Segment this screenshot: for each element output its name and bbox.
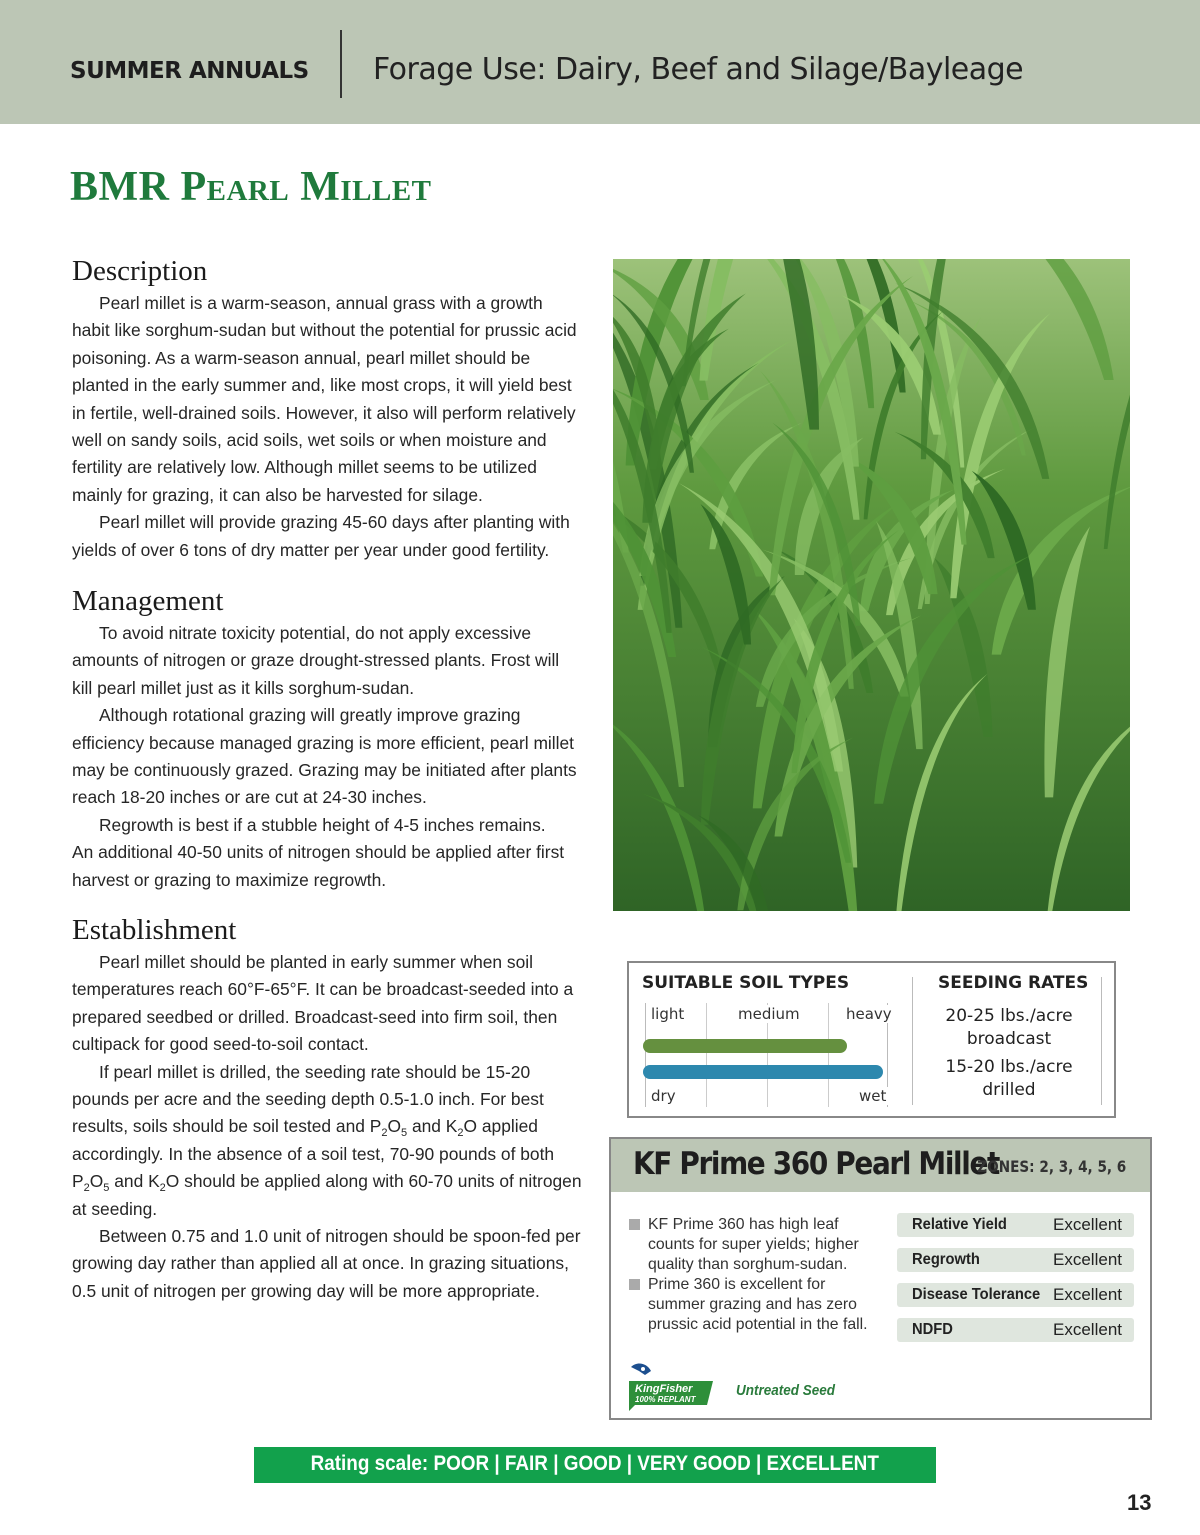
management-paragraph: Regrowth is best if a stubble height of 4-5 inches remains. [99,814,546,835]
soil-seeding-box [627,961,1116,1118]
box-divider [1101,977,1102,1105]
description-heading: Description [72,255,208,287]
rating-scale-bar [254,1447,936,1483]
soil-grid [645,1003,892,1107]
establishment-paragraph: Pearl millet should be planted in early summer when soil temperatures reach 60°F-65°F. It can be broadcast-seeded into a prepared seedbed or drilled. Broadcast-seed into firm soil, then cultipack for good seed-to-soil contact. [72,952,574,1055]
establishment-section [72,914,584,1305]
header-band [0,0,1200,124]
svg-text:KingFisher: KingFisher [635,1383,693,1395]
product-box [609,1137,1152,1420]
soil-heavy-label: heavy [846,1005,892,1023]
kingfisher-logo-icon [625,1361,715,1411]
management-section [72,585,584,894]
seeding-rates-heading: SEEDING RATES [938,973,1089,993]
untreated-seed-label: Untreated Seed [736,1382,836,1399]
drilled-rate: 15-20 lbs./acre drilled [945,1057,1073,1100]
rating-scale-text: Rating scale: POOR | FAIR | GOOD | VERY GOOD | EXCELLENT [310,1452,880,1475]
description-paragraph: Pearl millet is a warm-season, annual grass with a growth habit like sorghum-sudan but without the potential for prussic acid poisoning. As a warm-season annual, pearl millet should be planted in the early summer and, like most crops, it will yield best in fertile, well-drained soils. However, it also will perform relatively well on sandy soils, acid soils, wet soils or when moisture and fertility are relatively low. Although millet seems to be utilized mainly for grazing, it can also be harvested for silage. [72,293,577,505]
soil-texture-bar [643,1039,847,1053]
rating-row: NDFD Excellent [897,1318,1134,1342]
bullet-square-icon [629,1219,640,1230]
section-label: SUMMER ANNUALS [70,58,309,84]
rating-row: Relative Yield Excellent [897,1213,1134,1237]
product-header [611,1139,1150,1192]
box-divider [912,977,913,1105]
establishment-paragraph: Between 0.75 and 1.0 unit of nitrogen should be spoon-fed per growing day rather than applied all at once. In grazing situations, 0.5 unit of nitrogen per growing day will be more appropriate. [72,1226,581,1301]
soil-medium-label: medium [738,1005,800,1023]
pearl-millet-photo [613,259,1130,911]
header-divider [340,30,342,98]
grid-line [828,1003,829,1107]
description-paragraph: Pearl millet will provide grazing 45-60 days after planting with yields of over 6 tons of dry matter per year under good fertility. [72,512,570,560]
list-item: KF Prime 360 has high leaf counts for super yields; higher quality than sorghum-sudan. [629,1215,879,1275]
page-number: 13 [1127,1490,1152,1515]
product-bullets [629,1215,879,1335]
page-title: BMR Pearl Millet [70,164,432,210]
svg-text:100% REPLANT: 100% REPLANT [635,1395,696,1404]
product-zones: ZONES: 2, 3, 4, 5, 6 [977,1157,1126,1176]
description-section [72,255,584,564]
management-paragraph: Although rotational grazing will greatly improve grazing efficiency because managed grazing is more efficient, pearl millet may be continuously grazed. Grazing may be initiated after plants reach 18-20 inches or are cut at 24-30 inches. [72,705,577,808]
establishment-heading: Establishment [72,914,237,946]
product-name: KF Prime 360 Pearl Millet [633,1146,1000,1182]
forage-use: Forage Use: Dairy, Beef and Silage/Bayleage [373,52,1024,87]
soil-moisture-bar [643,1065,883,1079]
management-heading: Management [72,585,224,617]
establishment-paragraph: If pearl millet is drilled, the seeding rate should be 15-20 pounds per acre and the seeding depth 0.5-1.0 inch. For best results, soils should be soil tested and $P_2O_5$ and $K_2O$ applied accordingly. In the absence of a soil test, 70-90 pounds of both $P_2O_5$ and $K_2O$ should be applied along with 60-70 units of nitrogen at seeding. [72,1061,582,1219]
broadcast-rate: 20-25 lbs./acre broadcast [945,1006,1073,1049]
management-paragraph: To avoid nitrate toxicity potential, do not apply excessive amounts of nitrogen or graze drought-stressed plants. Frost will kill pearl millet just as it kills sorghum-sudan. [72,623,560,698]
soil-dry-label: dry [651,1087,676,1105]
soil-wet-label: wet [859,1087,887,1105]
soil-light-label: light [651,1005,685,1023]
soil-types-heading: SUITABLE SOIL TYPES [642,973,850,993]
rating-row: Regrowth Excellent [897,1248,1134,1272]
rating-row: Disease Tolerance Excellent [897,1283,1134,1307]
grid-line [706,1003,707,1107]
management-paragraph: An additional 40-50 units of nitrogen should be applied after first harvest or grazing to maximize regrowth. [72,842,565,890]
list-item: Prime 360 is excellent for summer grazing and has zero prussic acid potential in the fall. [629,1275,879,1335]
bullet-square-icon [629,1279,640,1290]
